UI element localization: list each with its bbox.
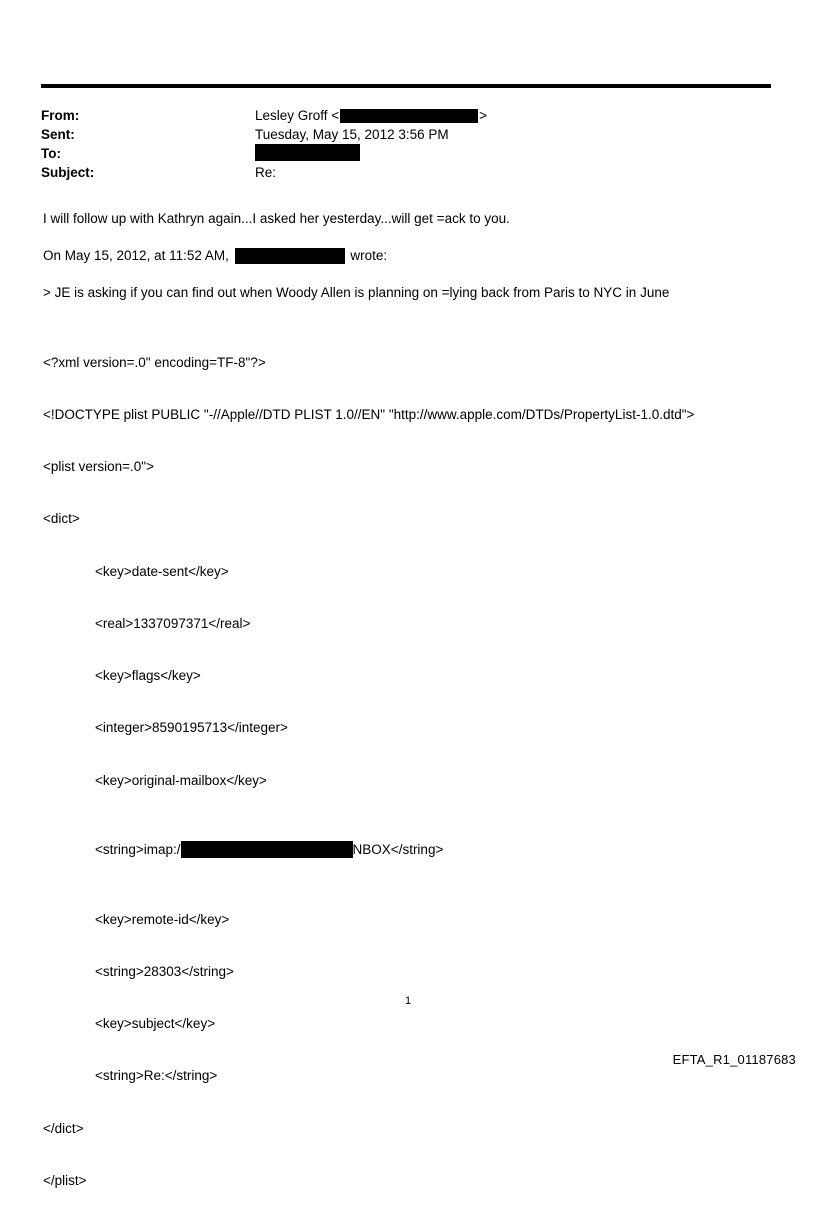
header-label-to: To: (41, 146, 61, 161)
xml-line: <key>date-sent</key> (95, 563, 229, 579)
xml-line: <key>subject</key> (95, 1016, 216, 1032)
header-row-subject (41, 163, 771, 182)
xml-line: <key>original-mailbox</key> (95, 772, 267, 788)
xml-line: <integer>8590195713</integer> (95, 720, 288, 736)
xml-line: <!DOCTYPE plist PUBLIC "-//Apple//DTD PLIST 1.0//EN" "http://www.apple.com/DTDs/PropertyList-1.0.dtd"> (43, 407, 695, 423)
xml-line: <real>1337097371</real> (95, 615, 251, 631)
xml-line-original-mailbox (43, 841, 773, 858)
xml-line: <plist version=.0"> (43, 459, 154, 475)
from-suffix-text: > (479, 108, 488, 123)
xml-mailbox-suffix: NBOX</string> (352, 842, 444, 858)
header-label-subject: Subject: (41, 165, 95, 180)
xml-line: <string>28303</string> (95, 964, 234, 980)
header-label-from: From: (41, 108, 80, 123)
header-value-sent: Tuesday, May 15, 2012 3:56 PM (255, 127, 449, 142)
quote-intro-suffix: wrote: (346, 247, 388, 263)
from-name-text: Lesley Groff < (255, 108, 340, 123)
xml-plist-block (43, 319, 773, 1224)
quoted-message-line: > JE is asking if you can find out when Woody Allen is planning on =lying back from Paris to NYC in June (43, 284, 670, 300)
redaction-box-to (255, 144, 360, 161)
xml-line: <string>Re:</string> (95, 1068, 218, 1084)
header-value-from (255, 106, 771, 125)
email-body (43, 212, 773, 1224)
header-row-sent (41, 125, 771, 144)
header-row-from (41, 106, 771, 125)
header-divider-rule (41, 84, 771, 88)
xml-line: </dict> (43, 1120, 84, 1136)
xml-line: </plist> (43, 1172, 87, 1188)
xml-mailbox-prefix: <string>imap:/ (95, 842, 181, 858)
header-value-subject: Re: (255, 165, 277, 180)
header-row-to (41, 144, 771, 163)
quote-intro-line (43, 248, 773, 264)
redaction-box-mailbox (181, 841, 353, 858)
header-label-sent: Sent: (41, 127, 75, 142)
redaction-box-from (340, 109, 478, 123)
redaction-box-quote-sender (235, 248, 345, 264)
body-paragraph-1: I will follow up with Kathryn again...I asked her yesterday...will get =ack to you. (43, 211, 510, 226)
header-value-to (255, 144, 771, 161)
email-header-block (41, 106, 771, 182)
page-number: 1 (404, 995, 412, 1007)
xml-line: <key>remote-id</key> (95, 911, 230, 927)
xml-line: <key>flags</key> (95, 668, 201, 684)
xml-line: <dict> (43, 511, 80, 527)
bates-number: EFTA_R1_01187683 (672, 1052, 796, 1067)
xml-line: <?xml version=.0" encoding=TF-8"?> (43, 354, 266, 370)
quote-intro-prefix: On May 15, 2012, at 11:52 AM, (43, 247, 233, 263)
